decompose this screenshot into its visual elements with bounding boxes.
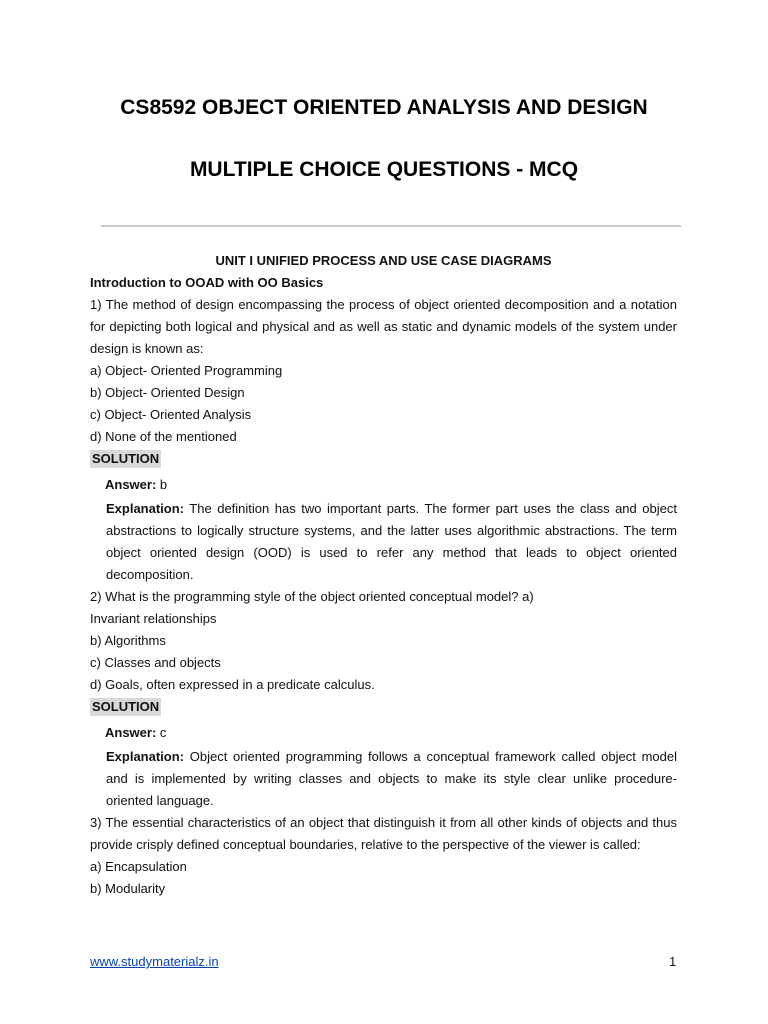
answer-value: b	[159, 477, 168, 492]
explanation-text: The definition has two important parts. The former part uses the class and object abstractions to logically structure systems, and the latter uses algorithmic abstractions. The term object oriented design (OOD) is used to refer any method that leads to object oriented decomposition.	[106, 501, 677, 582]
explanation-label: Explanation:	[106, 749, 185, 764]
answer-label: Answer:	[105, 477, 157, 492]
footer-link-suffix: materialz.in	[152, 954, 219, 969]
answer-value: c	[159, 725, 167, 740]
document-body	[90, 250, 677, 900]
explanation-label: Explanation:	[106, 501, 185, 516]
question-1-option-a: a) Object- Oriented Programming	[90, 363, 283, 378]
question-2-text: 2) What is the programming style of the object oriented conceptual model? a)	[90, 589, 534, 604]
explanation-text: Object oriented programming follows a conceptual framework called object model and is implemented by writing classes and objects to make its style clear unlike procedure- oriented language.	[106, 749, 677, 808]
question-1-option-d: d) None of the mentioned	[90, 429, 237, 444]
question-1-text: 1) The method of design encompassing the process of object oriented decomposition and a notation for depicting both logical and physical and as well as static and dynamic models of the system under design is known as:	[90, 297, 677, 356]
question-2-solution-row	[90, 696, 677, 718]
document-subtitle: MULTIPLE CHOICE QUESTIONS - MCQ	[189, 158, 579, 181]
question-2-option-d: d) Goals, often expressed in a predicate calculus.	[90, 677, 375, 692]
question-1-solution-label: SOLUTION	[92, 451, 160, 466]
answer-label: Answer:	[105, 725, 157, 740]
question-3-option-a: a) Encapsulation	[90, 859, 187, 874]
section-heading: Introduction to OOAD with OO Basics	[90, 275, 324, 290]
question-2-option-a: Invariant relationships	[90, 611, 217, 626]
unit-heading: UNIT I UNIFIED PROCESS AND USE CASE DIAGRAMS	[215, 253, 552, 268]
question-3-text: 3) The essential characteristics of an object that distinguish it from all other kinds of objects and thus provide crisply defined conceptual boundaries, relative to the perspective of the viewer is called:	[90, 815, 677, 852]
footer-website-link[interactable]	[90, 954, 219, 969]
footer-link-prefix: www.study	[90, 954, 153, 969]
question-1-option-b: b) Object- Oriented Design	[90, 385, 245, 400]
question-2-solution-label: SOLUTION	[92, 699, 160, 714]
document-title: CS8592 OBJECT ORIENTED ANALYSIS AND DESIGN	[120, 96, 648, 119]
question-2-answer	[90, 722, 677, 744]
horizontal-divider	[101, 225, 681, 227]
question-3-option-b: b) Modularity	[90, 881, 166, 896]
question-1-answer	[90, 474, 677, 496]
question-1-option-c: c) Object- Oriented Analysis	[90, 407, 252, 422]
question-2-option-b: b) Algorithms	[90, 633, 166, 648]
question-2-option-c: c) Classes and objects	[90, 655, 221, 670]
page-number: 1	[669, 954, 677, 969]
question-2-explanation	[90, 746, 677, 812]
question-1-explanation	[90, 498, 677, 586]
question-1-solution-row	[90, 448, 677, 470]
